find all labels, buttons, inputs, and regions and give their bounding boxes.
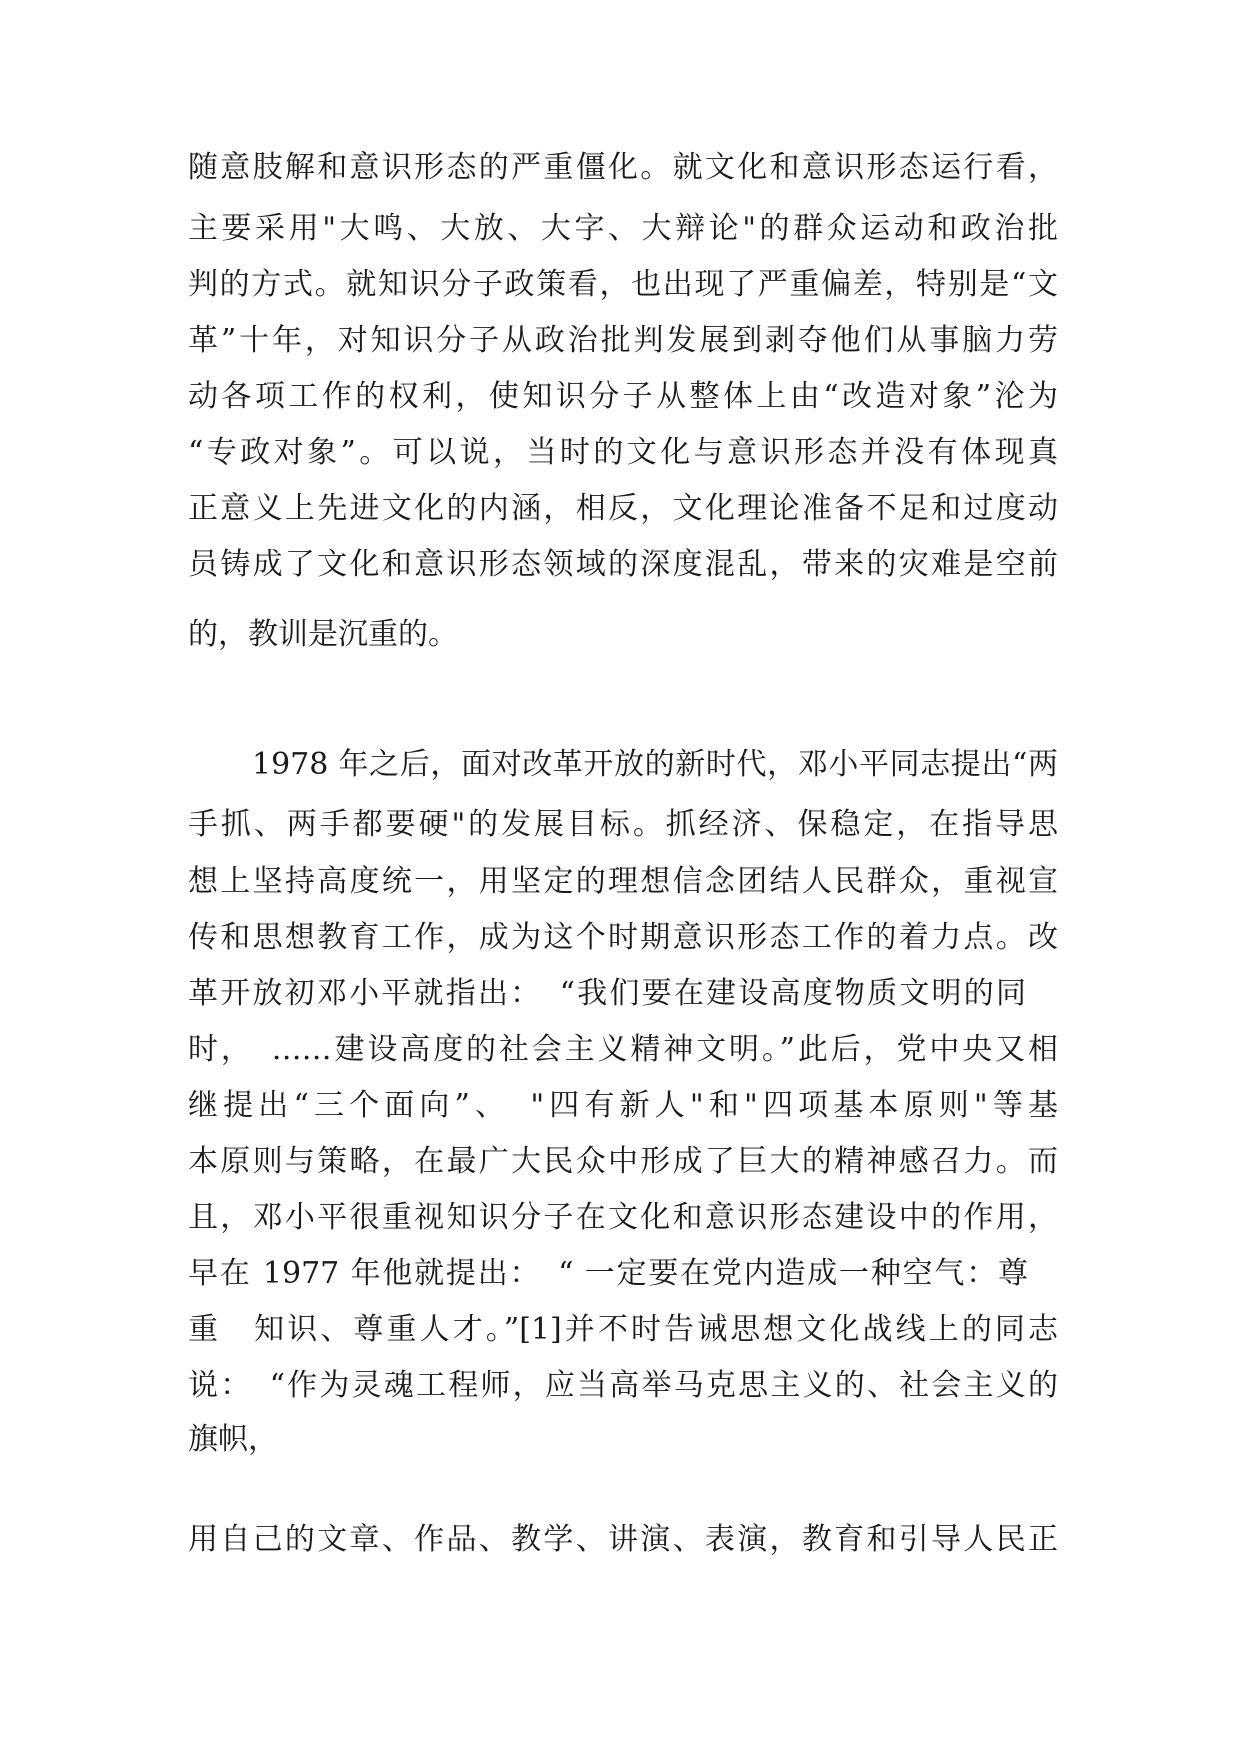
text-line: 继提出“三个面向”、 "四有新人"和"四项基本原则"等基	[188, 1088, 1058, 1123]
text-line: 想上坚持高度统一，用坚定的理想信念团结人民群众，重视宣	[188, 864, 1058, 899]
text-line: 时， ……建设高度的社会主义精神文明。”此后，党中央又相	[188, 1032, 1058, 1067]
text-line: 判的方式。就知识分子政策看，也出现了严重偏差，特别是“文	[188, 267, 1058, 302]
text-line: 旗帜，	[188, 1422, 278, 1457]
text-line: 正意义上先进文化的内涵，相反，文化理论准备不足和过度动	[188, 491, 1058, 526]
text-line: 员铸成了文化和意识形态领域的深度混乱，带来的灾难是空前	[188, 547, 1058, 582]
text-line: 动各项工作的权利，使知识分子从整体上由“改造对象”沦为	[188, 379, 1058, 414]
text-line: 革开放初邓小平就指出： “我们要在建设高度物质文明的同	[188, 976, 1026, 1011]
text-line: 重 知识、尊重人才。”[1]并不时告诫思想文化战线上的同志	[188, 1312, 1058, 1347]
text-line: 本原则与策略，在最广大民众中形成了巨大的精神感召力。而	[188, 1144, 1058, 1179]
text-line: 革”十年，对知识分子从政治批判发展到剥夺他们从事脑力劳	[188, 323, 1058, 358]
text-line: 1978 年之后，面对改革开放的新时代，邓小平同志提出“两	[252, 747, 1058, 782]
text-line: 说： “作为灵魂工程师，应当高举马克思主义的、社会主义的	[188, 1368, 1058, 1403]
text-line: 传和思想教育工作，成为这个时期意识形态工作的着力点。改	[188, 920, 1058, 955]
text-line: 早在 1977 年他就提出： “ 一定要在党内造成一种空气：尊	[188, 1256, 1028, 1291]
text-line: 的，教训是沉重的。	[188, 617, 458, 652]
text-line: 且，邓小平很重视知识分子在文化和意识形态建设中的作用，	[188, 1200, 1058, 1235]
text-line: 主要采用"大鸣、大放、大字、大辩论"的群众运动和政治批	[188, 211, 1058, 246]
text-line: “专政对象”。可以说，当时的文化与意识形态并没有体现真	[188, 435, 1058, 470]
text-line: 用自己的文章、作品、教学、讲演、表演，教育和引导人民正	[188, 1522, 1058, 1557]
text-line: 随意肢解和意识形态的严重僵化。就文化和意识形态运行看，	[188, 150, 1058, 185]
text-line: 手抓、两手都要硬"的发展目标。抓经济、保稳定，在指导思	[188, 807, 1058, 842]
